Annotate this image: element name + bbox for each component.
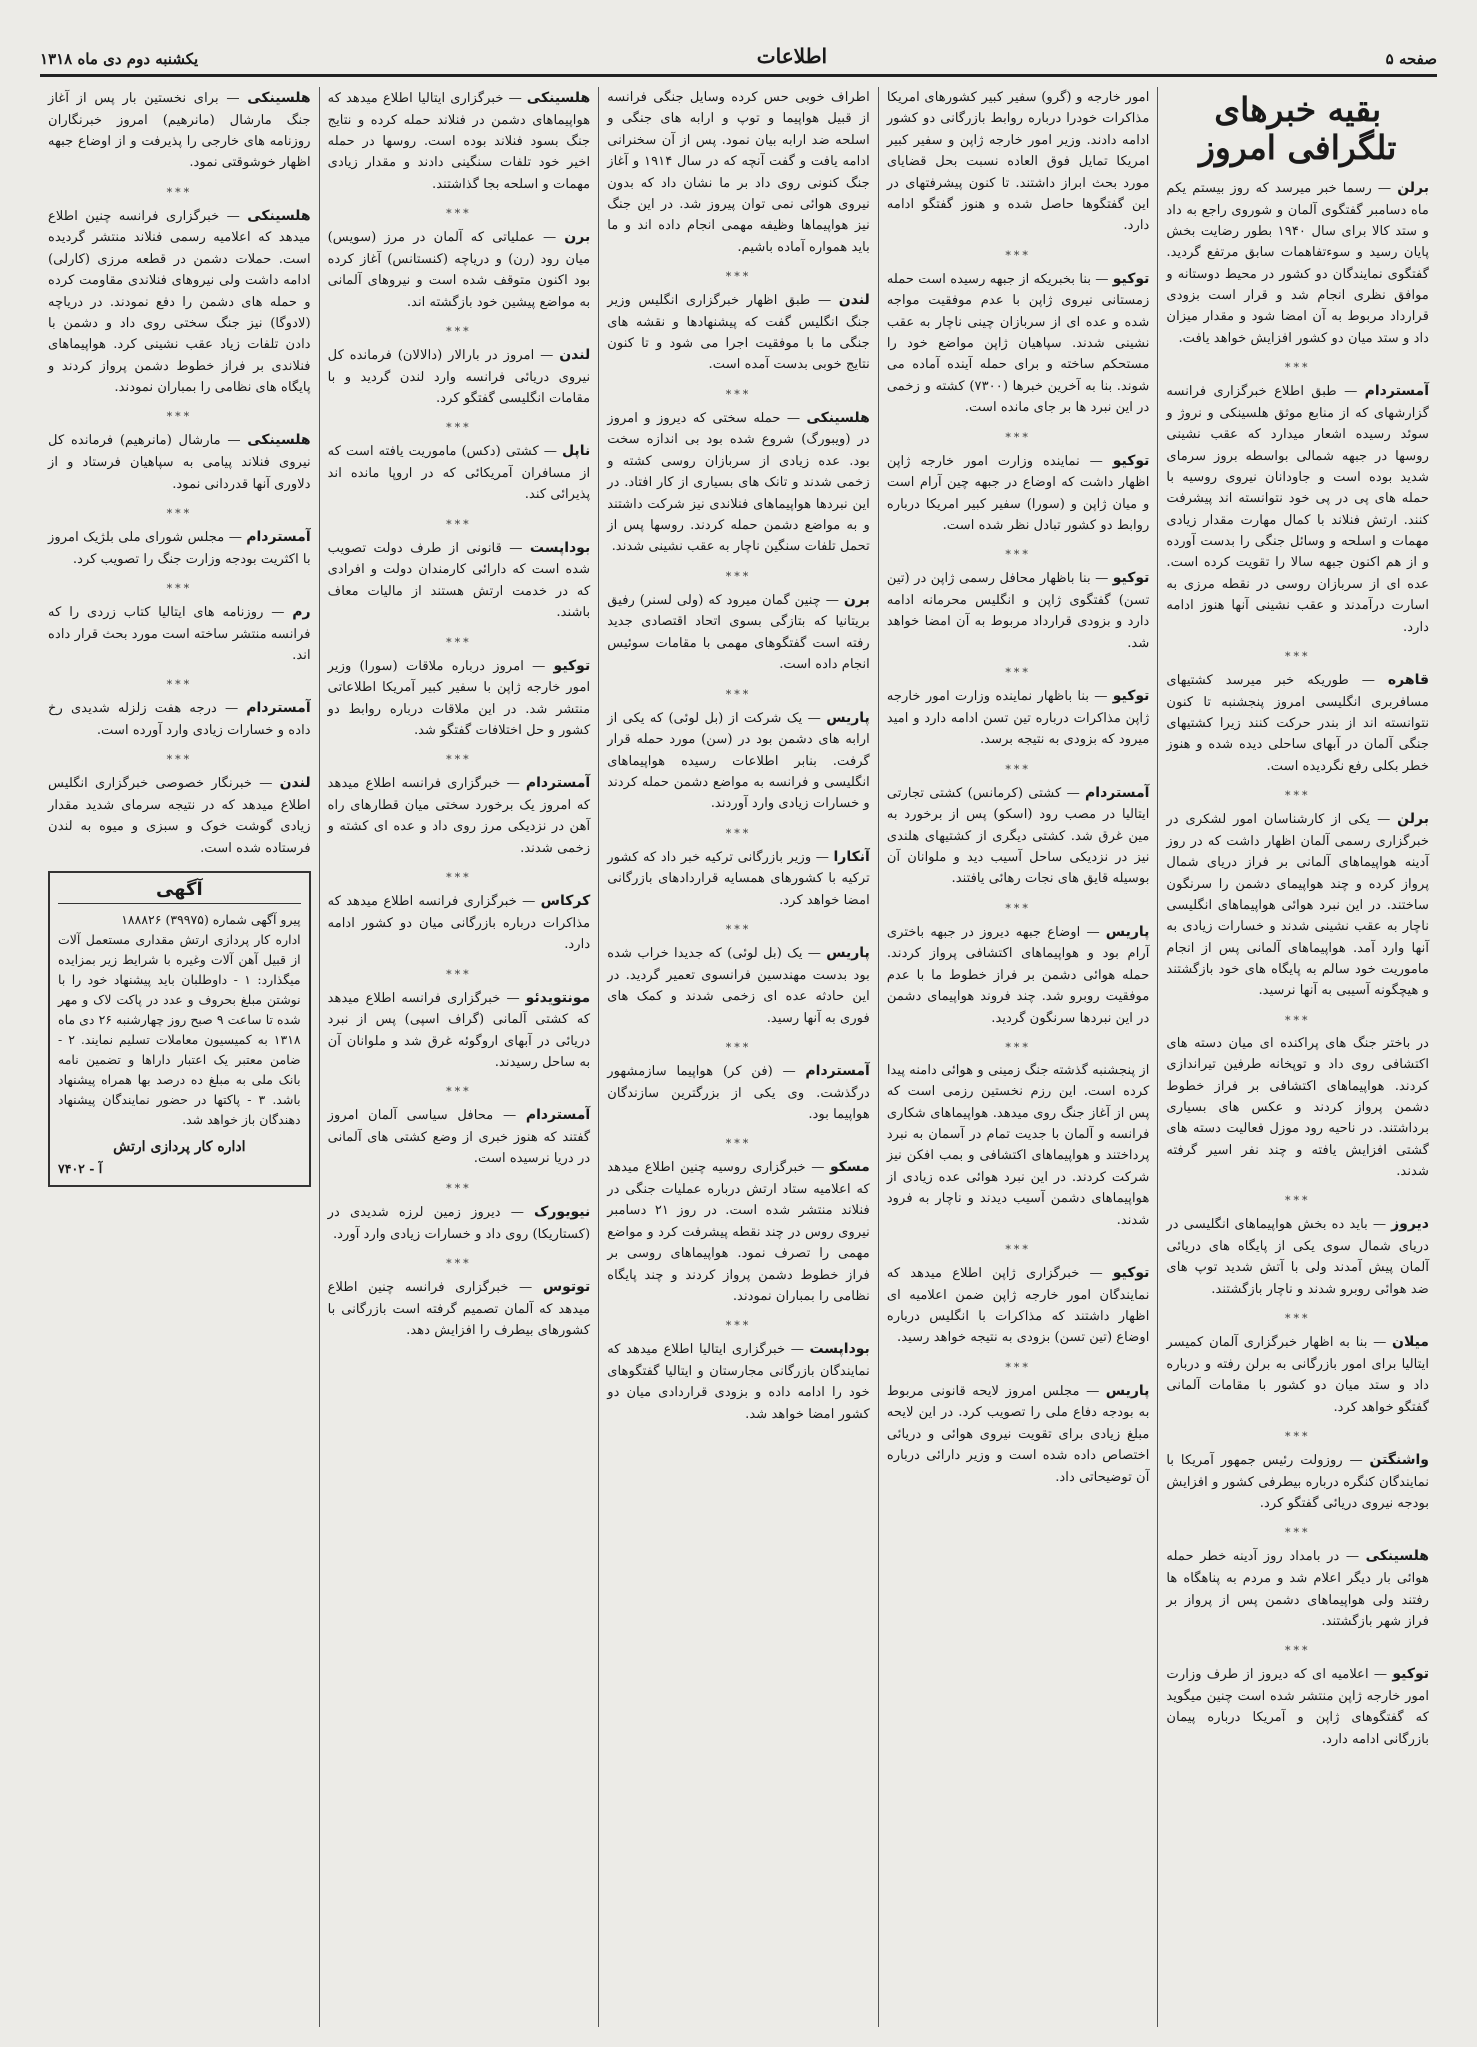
separator-stars: *** xyxy=(446,635,472,649)
news-text: خبرگزاری فرانسه چنین اطلاع میدهد که آلمان تصمیم گرفته است بازرگانی با کشورهای بیطرف را افزایش دهد. xyxy=(327,1279,591,1338)
news-item xyxy=(48,87,311,174)
column-3 xyxy=(598,87,878,2027)
news-item xyxy=(887,567,1150,654)
news-item xyxy=(328,440,591,505)
column-items xyxy=(328,87,591,1341)
news-text: خبرگزاری ایتالیا اطلاع میدهد که هواپیماهای دشمن در فنلاند حمله کرده و نتایج جنگ بسود فنلاند بوده است. روسها در حمله اخیر خود تلفات سنگینی دادند و مقدار زیادی مهمات و اسلحه بجا گذاشتند. xyxy=(327,91,591,192)
news-item xyxy=(607,289,870,376)
news-item-paragraph: پاریس — اوضاع جبهه دیروز در جبهه باختری آرام بود و هواپیماهای اکتشافی پرواز کردند. حمله هوائی دشمن بر فراز خطوط ما با عدم موفقیت روبرو شد. چند فروند هواپیمای دشمن در این نبردها سرنگون گردید. xyxy=(886,923,1150,1026)
news-dateline: پاریس xyxy=(1105,1382,1150,1399)
news-text: خبرگزاری فرانسه اطلاع میدهد که امروز یک برخورد سختی میان قطارهای راه آهن در نزدیکی مرز روی داد و عده ای کشته و زخمی شدند. xyxy=(327,776,591,856)
news-text: یکی از کارشناسان امور لشکری در خبرگزاری رسمی آلمان اظهار داشت که در روز آدینه هواپیماهای آلمانی بر فراز دریای شمال پرواز کرده و چند هواپیمای دشمن را سرنگون ساختند. در این نبرد هوائی هواپیماهای انگلیسی ناچار به عقب نشینی شدند و خسارات زیادی به آنها وارد آمد. هواپیماهای آلمانی پس از انجام ماموریت خود سالم به پایگاه های خود بازگشتند و هیچگونه آسیبی به آنها نرسید. xyxy=(1166,812,1429,999)
news-item-paragraph: آمستردام — (فن کر) هواپیما سازمشهور درگذشت. وی یکی از بزرگترین سازندگان هواپیما بود. xyxy=(607,1062,870,1122)
issue-date: یکشنبه دوم دی ماه ۱۳۱۸ xyxy=(40,50,199,68)
news-dateline: آمستردام xyxy=(1085,784,1150,801)
news-item xyxy=(1166,669,1429,777)
news-item-paragraph: پاریس — یک (بل لوئی) که جدیدا خراب شده بود بدست مهندسین فرانسوی تعمیر گردید. در این حادثه عده ای زخمی شدند و کمک های فوری به آنها رسید. xyxy=(607,945,870,1026)
separator-stars: *** xyxy=(446,753,472,767)
news-dateline: توکیو xyxy=(553,657,591,674)
news-dateline: هلسینکی xyxy=(247,432,311,449)
news-item-paragraph xyxy=(607,87,870,258)
news-dateline: آمستردام xyxy=(805,1062,870,1079)
news-dateline: رم xyxy=(292,603,311,620)
news-text: خبرگزاری فرانسه اطلاع میدهد که کشتی آلمانی (گراف اسپی) پس از نبرد دریائی در آبهای اروگوئه غرق شد و ملوانان آن به ساحل رسیدند. xyxy=(327,990,591,1071)
news-dateline: توکیو xyxy=(1392,1666,1429,1683)
news-item xyxy=(48,429,311,494)
news-item-paragraph: برلن — رسما خبر میرسد که روز بیستم یکم ماه دسامبر گفتگوی آلمان و شوروی راجع به داد و ستد کالا برای سال ۱۹۴۰ بطور رضایت بخش پایان رسید و سوءتفاهمات سابق مرتفع گردید. گفتگوی نمایندگان دو کشور در محیط دوستانه و موافق نظری انجام شد و قرار است بزودی قرارداد مربوط به آن امضا شود و مقدار میزان داد و ستد میان دو کشور افزایش خواهد یافت. xyxy=(1166,179,1430,346)
ad-reference: پیرو آگهی شماره (۳۹۹۷۵) ۱۸۸۸۲۶ xyxy=(121,912,301,928)
separator-stars: *** xyxy=(725,569,752,583)
news-item xyxy=(328,1104,591,1169)
separator-stars: *** xyxy=(166,185,193,199)
news-text: در بامداد روز آدینه خطر حمله هوائی بار دیگر اعلام شد و مردم به پناهگاه ها رفتند ولی هواپیماهای دشمن پس از پرواز بر فراز شهر بازگشتند. xyxy=(1166,1549,1429,1629)
news-item xyxy=(48,601,311,666)
news-text: امور خارجه و (گرو) سفیر کبیر کشورهای امریکا مذاکرات خودرا درباره روابط بازرگانی دو کشور ادامه دادند. وزیر امور خارجه ژاپن و سفیر کبیر امریکا تمایل فوق العاده نسبت بحل قضایای مورد بحث ابراز داشتند. تا کنون پیشرفتهای در این گفتگوها حاصل شده و هنوز گفتگو ادامه دارد. xyxy=(886,90,1150,234)
column-4 xyxy=(319,87,599,2027)
news-dateline: ناپل xyxy=(561,443,591,460)
news-item xyxy=(887,921,1150,1029)
news-item-paragraph: رم — روزنامه های ایتالیا کتاب زردی را که فرانسه منتشر ساخته است مورد بحث قرار داده اند. xyxy=(48,603,311,663)
news-item xyxy=(328,87,591,195)
news-dateline: کرکاس xyxy=(540,893,591,910)
news-item-paragraph xyxy=(887,87,1150,237)
news-text: کشتی (کرمانس) کشتی تجارتی ایتالیا در مصب رود (اسکو) پس از برخورد به مین غرق شد. کشتی دیگری از کشتیهای هلندی نیز در نزدیکی ساحل آسیب دید و ملوانان آن بوسیله قایق های نجات رهائی یافتند. xyxy=(886,785,1150,887)
separator-stars: *** xyxy=(1005,762,1031,776)
news-item xyxy=(607,707,870,815)
news-dateline: توکیو xyxy=(1112,452,1150,469)
news-item xyxy=(887,1380,1150,1488)
news-dateline: توکیو xyxy=(1112,570,1150,587)
news-item-paragraph xyxy=(887,1060,1150,1231)
news-item-paragraph: آمستردام — درجه هفت زلزله شدیدی رخ داده و خسارات زیادی وارد آورده است. xyxy=(48,700,311,739)
news-item-paragraph: مونتویدئو — خبرگزاری فرانسه اطلاع میدهد که کشتی آلمانی (گراف اسپی) پس از نبرد دریائی در آبهای اروگوئه غرق شد و ملوانان آن به ساحل رسیدند. xyxy=(327,989,591,1071)
page-headline: بقیه خبرهای تلگرافی امروز xyxy=(1199,90,1397,167)
news-text: از پنجشنبه گذشته جنگ زمینی و هوائی دامنه پیدا کرده است. این رزم نخستین رزمی است که پس از آغاز جنگ روی میدهد. هواپیماهای شکاری فرانسه و آلمان با جدیت تمام در آسمان به نبرد پرداختند و هواپیماهای اکتشافی و بمب افکن نیز شرکت کردند. در این نبرد هوائی عده زیادی از هواپیماهای دشمن آسیب دیدند و ناچار به فرود شدند. xyxy=(886,1062,1150,1228)
news-item xyxy=(328,655,591,742)
news-dateline: برلن xyxy=(1397,179,1430,196)
news-item xyxy=(328,987,591,1074)
ad-title: آگهی xyxy=(58,879,301,904)
separator-stars: *** xyxy=(166,678,193,692)
news-item-paragraph: بوداپست — قانونی از طرف دولت تصویب شده است که دارائی کارمندان دولت و افرادی که در خدمت ارتش هستند از مالیات معاف باشند. xyxy=(327,539,591,621)
news-item-paragraph: واشنگتن — روزولت رئیس جمهور آمریکا با نمایندگان کنگره درباره بیطرفی کشور و افزایش بودجه نیروی دریائی گفتگو کرد. xyxy=(1166,1452,1429,1512)
news-item-paragraph: بوداپست — خبرگزاری ایتالیا اطلاع میدهد که نمایندگان بازرگانی مجارستان و ایتالیا گفتگوهای خود را ادامه داده و بزودی قراردادی میان دو کشور امضا خواهد شد. xyxy=(607,1341,870,1422)
news-item xyxy=(328,1276,591,1341)
news-item xyxy=(48,526,311,570)
separator-stars: *** xyxy=(446,967,472,981)
news-text: دیروز زمین لرزه شدیدی در (کستاریکا) روی داد و خسارات زیادی وارد آورد. xyxy=(327,1204,591,1242)
news-text: درجه هفت زلزله شدیدی رخ داده و خسارات زیادی وارد آورده است. xyxy=(48,701,311,739)
separator-stars: *** xyxy=(1005,430,1031,444)
news-item xyxy=(1166,177,1429,349)
news-text: قانونی از طرف دولت تصویب شده است که دارائی کارمندان دولت و افرادی که در خدمت ارتش هستند از مالیات معاف باشند. xyxy=(327,540,591,621)
separator-stars: *** xyxy=(446,517,472,531)
news-item-paragraph: توکیو — بنا باظهار محافل رسمی ژاپن در (تین تسن) گفتگوی ژاپن و انگلیس محرمانه ادامه دارد و بزودی قرارداد مربوط به آن امضا خواهد شد. xyxy=(886,570,1150,651)
news-item-paragraph: توتوس — خبرگزاری فرانسه چنین اطلاع میدهد که آلمان تصمیم گرفته است بازرگانی با کشورهای بیطرف را افزایش دهد. xyxy=(327,1278,591,1338)
news-text: (فن کر) هواپیما سازمشهور درگذشت. وی یکی از بزرگترین سازندگان هواپیما بود. xyxy=(607,1063,870,1122)
separator-stars: *** xyxy=(725,1040,752,1054)
news-item xyxy=(887,782,1150,890)
separator-stars: *** xyxy=(1005,1242,1031,1256)
news-item-paragraph: قاهره — طوریکه خبر میرسد کشتیهای مسافربری انگلیسی امروز پنجشنبه تا کنون نتوانسته اند از بندر حرکت کنند زیرا کشتیهای جنگی آلمان در آبهای ساحلی دیده شده و هنوز خطر بکلی رفع نگردیده است. xyxy=(1166,671,1429,774)
news-text: مارشال (مانرهیم) فرمانده کل نیروی فنلاند پیامی به سپاهیان فرستاد و از دلاوری آنها قدردانی نمود. xyxy=(48,433,311,492)
news-item-paragraph: پاریس — مجلس امروز لایحه قانونی مربوط به بودجه دفاع ملی را تصویب کرد. در این لایحه مبلغ زیادی برای تقویت نیروی هوائی و دریائی اختصاص داده شده است و وزیر دارائی درباره آن توضیحاتی داد. xyxy=(886,1382,1150,1485)
news-text: بنا باظهار محافل رسمی ژاپن در (تین تسن) گفتگوی ژاپن و انگلیس محرمانه ادامه دارد و بزودی قرارداد مربوط به آن امضا خواهد شد. xyxy=(886,571,1150,651)
news-item xyxy=(887,450,1150,537)
news-text: مجلس امروز لایحه قانونی مربوط به بودجه دفاع ملی را تصویب کرد. در این لایحه مبلغ زیادی برای تقویت نیروی هوائی و دریائی اختصاص داده شده است و وزیر دارائی درباره آن توضیحاتی داد. xyxy=(886,1383,1150,1485)
separator-stars: *** xyxy=(1284,1526,1311,1540)
column-5 xyxy=(40,87,319,2027)
news-item-paragraph: کرکاس — خبرگزاری فرانسه اطلاع میدهد که مذاکرات درباره بازرگانی میان دو کشور ادامه دارد. xyxy=(327,893,591,953)
news-dateline: لندن xyxy=(838,292,870,308)
news-text: اطراف خوبی حس کرده وسایل جنگی فرانسه از قبیل هواپیما و توپ و ارابه های جنگی و اسلحه ضد ارابه بیان نمود. پس از آن سخنرانی ادامه یافت و گفت آنچه که در سال ۱۹۱۴ و آغاز جنگ کنونی روی داد بر ما نشان داد که بدون نیروی هوائی نمی توان پیروز شد. در این جنگ نیز هواپیماها وظیفه مهمی انجام داده اند و ما باید همواره آماده باشیم. xyxy=(607,90,870,255)
separator-stars: *** xyxy=(1005,1360,1031,1374)
news-dateline: توکیو xyxy=(1112,270,1150,287)
news-item xyxy=(1166,1213,1429,1300)
separator-stars: *** xyxy=(166,753,193,767)
news-text: روزولت رئیس جمهور آمریکا با نمایندگان کنگره درباره بیطرفی کشور و افزایش بودجه نیروی دریائی گفتگو کرد. xyxy=(1166,1453,1429,1512)
news-text: یک (بل لوئی) که جدیدا خراب شده بود بدست مهندسین فرانسوی تعمیر گردید. در این حادثه عده ای زخمی شدند و کمک های فوری به آنها رسید. xyxy=(607,946,870,1026)
separator-stars: *** xyxy=(725,1319,752,1333)
news-dateline: هلسینکی xyxy=(247,207,311,224)
news-text: خبرگزاری روسیه چنین اطلاع میدهد که اعلامیه ستاد ارتش درباره عملیات جنگی در فنلاند منتشر شده است. در روز ۲۱ دسامبر نیروی روس در چند نقطه پیشرفت کرد و مواضع مهمی را تصرف نمود. هواپیماهای روسی بر فراز خطوط دشمن پرواز کردند و چند پایگاه نظامی را بمباران نمودند. xyxy=(607,1160,870,1304)
separator-stars: *** xyxy=(725,270,752,283)
news-text: طوریکه خبر میرسد کشتیهای مسافربری انگلیسی امروز پنجشنبه تا کنون نتوانسته اند از بندر حرکت کنند زیرا کشتیهای جنگی آلمان در آبهای ساحلی دیده شده و هنوز خطر بکلی رفع نگردیده است. xyxy=(1166,672,1429,774)
news-text: حمله سختی که دیروز و امروز در (ویبورگ) شروع شده بود بی اندازه سخت بود. عده زیادی از سربازان روسی کشته و زخمی شدند و تانک های بسیاری از کار افتاد. در این نبردها هواپیماهای فنلاندی نیز شرکت داشتند و به مواضع دشمن حمله کردند. روسها پس از تحمل تلفات سنگین ناچار به عقب نشینی شدند. xyxy=(607,410,870,555)
separator-stars: *** xyxy=(725,1137,752,1151)
news-item-paragraph: توکیو — خبرگزاری ژاپن اطلاع میدهد که نمایندگان امور خارجه ژاپن ضمن اعلامیه ای اظهار داشتند که مذاکرات با انگلیس درباره اوضاع (تین تسن) بزودی به نتیجه خواهد رسید. xyxy=(886,1264,1150,1346)
news-dateline: آمستردام xyxy=(246,528,311,545)
news-item xyxy=(607,942,870,1029)
news-text: خبرگزاری فرانسه اطلاع میدهد که مذاکرات درباره بازرگانی میان دو کشور ادامه دارد. xyxy=(327,894,591,953)
news-text: رسما خبر میرسد که روز بیستم یکم ماه دسامبر گفتگوی آلمان و شوروی راجع به داد و ستد کالا برای سال ۱۹۴۰ بطور رضایت بخش پایان رسید و سوءتفاهمات سابق مرتفع گردید. گفتگوی نمایندگان دو کشور در محیط دوستانه و موافق نظری انجام شد و قرار است بزودی قرارداد مربوط به آن امضا شود و مقدار میزان داد و ستد میان دو کشور افزایش خواهد یافت. xyxy=(1166,180,1429,346)
news-item xyxy=(328,772,591,859)
column-items xyxy=(1166,177,1429,1750)
news-dateline: بوداپست xyxy=(529,539,591,556)
news-dateline: پاریس xyxy=(826,709,870,726)
separator-stars: *** xyxy=(1284,649,1311,663)
separator-stars: *** xyxy=(725,923,752,937)
news-dateline: آمستردام xyxy=(1364,383,1430,400)
news-item-paragraph: ناپل — کشتی (دکس) ماموریت یافته است که از مسافران آمریکائی که در اروپا مانده اند پذیرائی کند. xyxy=(327,443,591,503)
news-dateline: هلسینکی xyxy=(526,90,591,106)
separator-stars: *** xyxy=(446,421,472,435)
news-item-paragraph: آمستردام — خبرگزاری فرانسه اطلاع میدهد که امروز یک برخورد سختی میان قطارهای راه آهن در نزدیکی مرز روی داد و عده ای کشته و زخمی شدند. xyxy=(327,775,591,856)
news-item xyxy=(1166,1449,1429,1514)
column-items xyxy=(607,87,870,1425)
ad-body: اداره کار پردازی ارتش مقداری مستعمل آلات از قبیل آهن آلات وغیره با شرایط زیر بمزایده میگذارد: ۱ - داوطلبان باید پیشنهاد خود را با نوشتن مبلغ بحروف و عدد در پاکت لاک و مهر شده تا ساعت ۹ صبح روز چهارشنبه ۲۶ دی ماه ۱۳۱۸ به کمیسیون معاملات تسلیم نمایند. ۲ - ضامن معتبر یک اعتبار داراها و تضمین نامه بانک ملی به مبلغ ده درصد بها همراه پیشنهاد باشد. ۳ - پاکتها در حضور نمایندگان پیشنهاد دهندگان باز خواهد شد. xyxy=(58,932,301,1128)
news-dateline: توکیو xyxy=(1112,1264,1150,1281)
news-dateline: آنکارا xyxy=(833,848,870,865)
news-dateline: برلن xyxy=(1397,811,1429,828)
separator-stars: *** xyxy=(1005,901,1031,915)
news-dateline: بوداپست xyxy=(809,1341,870,1358)
separator-stars: *** xyxy=(446,1181,472,1195)
separator-stars: *** xyxy=(1005,666,1031,680)
column-2 xyxy=(878,87,1158,2027)
news-item-paragraph: آمستردام — مجلس شورای ملی بلژیک امروز با اکثریت بودجه وزارت جنگ را تصویب کرد. xyxy=(48,528,311,567)
news-text: چنین گمان میرود که (ولی لسنر) رفیق بریتانیا که بتازگی بسوی اتحاد اقتصادی جدید رفته است گفتگوهای مهمی با مقامات سوئیس انجام داده است. xyxy=(607,592,870,673)
news-text: امروز درباره ملاقات (سورا) وزیر امور خارجه ژاپن با سفیر کبیر آمریکا اطلاعاتی منتشر شد. در این ملاقات درباره روابط دو کشور و حل اختلافات گفتگو شد. xyxy=(327,658,591,739)
news-item xyxy=(607,1156,870,1307)
news-dateline: آمستردام xyxy=(525,775,591,792)
page-number: صفحه ۵ xyxy=(1385,50,1437,68)
news-text: امروز در بارالار (دالالان) فرمانده کل نیروی دریائی فرانسه وارد لندن گردید و با مقامات انگلیسی گفتگو کرد. xyxy=(327,347,591,407)
news-item xyxy=(607,1338,870,1425)
news-dateline: دیروز xyxy=(1391,1216,1429,1233)
news-item-paragraph: هلسینکی — خبرگزاری فرانسه چنین اطلاع میدهد که اعلامیه رسمی فنلاند منتشر گردیده است. حملات دشمن در قطعه مرزی (کارلی) ادامه داشت ولی نیروهای فنلاندی مقاومت کرده و حمله های دشمن را دفع نمودند. در دریاچه (لادوگا) نیز جنگ سختی روی داد و دشمن با دادن تلفات زیاد عقب نشینی کرد. هواپیماهای فنلاندی بر فراز خطوط دشمن پرواز کردند و پایگاه های نظامی را بمباران نمودند. xyxy=(48,207,311,396)
news-item xyxy=(887,268,1150,419)
news-item xyxy=(887,1060,1150,1231)
news-dateline: هلسینکی xyxy=(247,90,311,106)
news-dateline: توکیو xyxy=(1112,688,1150,705)
news-item-paragraph: مسکو — خبرگزاری روسیه چنین اطلاع میدهد که اعلامیه ستاد ارتش درباره عملیات جنگی در فنلاند منتشر شده است. در روز ۲۱ دسامبر نیروی روس در چند نقطه پیشرفت کرد و مواضع مهمی را تصرف نمود. هواپیماهای روسی بر فراز خطوط دشمن پرواز کردند و چند پایگاه نظامی را بمباران نمودند. xyxy=(607,1159,870,1304)
column-items xyxy=(48,87,311,859)
news-item xyxy=(1166,808,1429,1002)
news-text: بنا باظهار نماینده وزارت امور خارجه ژاپن مذاکرات درباره تین تسن ادامه دارد و امید میرود که بزودی به نتیجه برسد. xyxy=(886,689,1150,748)
news-dateline: پاریس xyxy=(826,945,870,962)
news-item xyxy=(328,890,591,955)
separator-stars: *** xyxy=(1284,1194,1311,1208)
news-item xyxy=(607,407,870,558)
news-text: خبرگزاری فرانسه چنین اطلاع میدهد که اعلامیه رسمی فنلاند منتشر گردیده است. حملات دشمن در قطعه مرزی (کارلی) ادامه داشت ولی نیروهای فنلاندی مقاومت کرده و حمله های دشمن را دفع نمودند. در دریاچه (لادوگا) نیز جنگ سختی روی داد و دشمن با دادن تلفات زیاد عقب نشینی کرد. هواپیماهای فنلاندی بر فراز خطوط دشمن پرواز کردند و پایگاه های نظامی را بمباران نمودند. xyxy=(48,208,311,396)
news-item xyxy=(1166,1033,1429,1183)
news-text: طبق اطلاع خبرگزاری فرانسه گزارشهای که از منابع موثق هلسینکی و نروژ و سوئد رسیده اشعار میدارد که عقب نشینی روسها در جبهه شمالی بواسطه بروز سرمای شدید بوده است و جاودانان نیروی روسیه با حمله های پی در پی خود نتوانسته اند پیشرفت کنند. ارتش فنلاند با کمال مهارت مقدار زیادی مهمات و اسلحه و وسائل جنگی را بدست آورده و از هم اکنون جبهه سالا را تقویت کرده است. عده ای از سربازان روسی در نقطه مرزی به اسارت درآمدند و عقب نشینی آنها هنوز ادامه دارد. xyxy=(1166,384,1429,635)
separator-stars: *** xyxy=(725,826,752,840)
news-item-paragraph: لندن — امروز در بارالار (دالالان) فرمانده کل نیروی دریائی فرانسه وارد لندن گردید و با مقامات انگلیسی گفتگو کرد. xyxy=(327,346,591,407)
masthead xyxy=(40,28,1437,77)
news-item-paragraph: هلسینکی — حمله سختی که دیروز و امروز در (ویبورگ) شروع شده بود بی اندازه سخت بود. عده زیادی از سربازان روسی کشته و زخمی شدند و تانک های بسیاری از کار افتاد. در این نبردها هواپیماهای فنلاندی نیز شرکت داشتند و به مواضع دشمن حمله کردند. روسها پس از تحمل تلفات سنگین ناچار به عقب نشینی شدند. xyxy=(607,409,870,555)
separator-stars: *** xyxy=(1005,548,1031,562)
column-1 xyxy=(1157,87,1437,2027)
advertisement-box xyxy=(48,871,311,1186)
separator-stars: *** xyxy=(1005,1040,1031,1054)
separator-stars: *** xyxy=(166,506,193,520)
separator-stars: *** xyxy=(725,387,752,401)
news-dateline: نیویورک xyxy=(534,1203,591,1220)
news-dateline: میلان xyxy=(1392,1334,1429,1351)
news-text: خبرگزاری ژاپن اطلاع میدهد که نمایندگان امور خارجه ژاپن ضمن اعلامیه ای اظهار داشتند که مذاکرات با انگلیس درباره اوضاع (تین تسن) بزودی به نتیجه خواهد رسید. xyxy=(886,1265,1150,1346)
news-item xyxy=(887,1262,1150,1349)
news-text: نماینده وزارت امور خارجه ژاپن اظهار داشت که اوضاع در جبهه چین آرام است و میان ژاپن و (سورا) سفیر کبیر امریکا درباره روابط دو کشور تبادل نظر شده است. xyxy=(886,453,1150,533)
news-item-paragraph: توکیو — نماینده وزارت امور خارجه ژاپن اظهار داشت که اوضاع در جبهه چین آرام است و میان ژاپن و (سورا) سفیر کبیر امریکا درباره روابط دو کشور تبادل نظر شده است. xyxy=(886,452,1150,533)
news-dateline: پاریس xyxy=(1105,923,1150,940)
news-item xyxy=(48,697,311,741)
news-item xyxy=(1166,1663,1429,1750)
ad-signature: اداره کار پردازی ارتش xyxy=(113,1139,246,1156)
separator-stars: *** xyxy=(1284,789,1311,803)
news-text: عملیاتی که آلمان در مرز (سویس) میان رود (رن) و دریاچه (کنستانس) آغاز کرده بود اکنون متوقف شده است و نیروهای آلمانی به مواضع پیشین خود بازگشته اند. xyxy=(327,230,591,310)
page-body xyxy=(40,87,1437,2027)
news-item xyxy=(328,1201,591,1245)
news-dateline: مونتویدئو xyxy=(525,989,591,1006)
news-item-paragraph: برن — عملیاتی که آلمان در مرز (سویس) میان رود (رن) و دریاچه (کنستانس) آغاز کرده بود اکنون متوقف شده است و نیروهای آلمانی به مواضع پیشین خود بازگشته اند. xyxy=(327,229,591,310)
news-dateline: هلسینکی xyxy=(806,409,870,426)
news-item xyxy=(328,226,591,313)
ad-code: آ - ۷۴۰۲ xyxy=(58,1160,103,1176)
news-dateline: قاهره xyxy=(1387,671,1429,688)
news-item-paragraph: آمستردام — طبق اطلاع خبرگزاری فرانسه گزارشهای که از منابع موثق هلسینکی و نروژ و سوئد رسیده اشعار میدارد که عقب نشینی روسها در جبهه شمالی بواسطه بروز سرمای شدید بوده است و جاودانان نیروی روسیه با حمله های پی در پی خود نتوانسته اند پیشرفت کنند. ارتش فنلاند با کمال مهارت مقدار زیادی مهمات و اسلحه و وسائل جنگی را بدست آورده و از هم اکنون جبهه سالا را تقویت کرده است. عده ای از سربازان روسی در نقطه مرزی به اسارت درآمدند و عقب نشینی آنها هنوز ادامه دارد. xyxy=(1166,383,1430,635)
news-dateline: برن xyxy=(843,591,870,608)
news-text: اوضاع جبهه دیروز در جبهه باختری آرام بود و هواپیماهای اکتشافی پرواز کردند. حمله هوائی دشمن بر فراز خطوط ما با عدم موفقیت روبرو شد. چند فروند هواپیمای دشمن در این نبردها سرنگون گردید. xyxy=(886,924,1150,1026)
separator-stars: *** xyxy=(446,1085,472,1099)
news-text: برای نخستین بار پس از آغاز جنگ مارشال (مانرهیم) امروز خبرنگاران روزنامه های خارجی را پذیرفت و از اوضاع جبهه اظهار خوشوقتی نمود. xyxy=(48,91,311,171)
news-text: مجلس شورای ملی بلژیک امروز با اکثریت بودجه وزارت جنگ را تصویب کرد. xyxy=(48,529,311,567)
separator-stars: *** xyxy=(446,871,472,885)
news-item-paragraph: لندن — خبرنگار خصوصی خبرگزاری انگلیس اطلاع میدهد که در نتیجه سرمای شدید مقدار زیادی گوشت خوک و سبزی و میوه به لندن فرستاده شده است. xyxy=(48,775,311,856)
news-dateline: آمستردام xyxy=(525,1107,591,1124)
news-text: اعلامیه ای که دیروز از طرف وزارت امور خارجه ژاپن منتشر شده است چنین میگوید که گفتگوهای ژاپن و آمریکا درباره پیمان بازرگانی ادامه دارد. xyxy=(1166,1667,1429,1747)
news-item-paragraph: آمستردام — کشتی (کرمانس) کشتی تجارتی ایتالیا در مصب رود (اسکو) پس از برخورد به مین غرق شد. کشتی دیگری از کشتیهای هلندی نیز در نزدیکی ساحل آسیب دید و ملوانان آن بوسیله قایق های نجات رهائی یافتند. xyxy=(886,784,1150,887)
news-dateline: هلسینکی xyxy=(1365,1548,1429,1565)
news-item xyxy=(887,87,1150,237)
news-item xyxy=(48,205,311,399)
news-item xyxy=(1166,380,1429,638)
news-item xyxy=(607,1060,870,1125)
news-item-paragraph: آنکارا — وزیر بازرگانی ترکیه خبر داد که کشور ترکیه با کشورهای همسایه قراردادهای بازرگانی امضا خواهد کرد. xyxy=(607,848,870,908)
column-items xyxy=(887,87,1150,1488)
news-text: یک شرکت از (بل لوئی) که یکی از ارابه های دشمن بود در (سن) مورد حمله قرار گرفت. بنابر اطلاعات رسیده هواپیماهای انگلیسی و فرانسه به مواضع دشمن حمله کردند و خسارات زیادی وارد آوردند. xyxy=(607,710,870,812)
news-item-paragraph: هلسینکی — در بامداد روز آدینه خطر حمله هوائی بار دیگر اعلام شد و مردم به پناهگاه ها رفتند ولی هواپیماهای دشمن پس از پرواز بر فراز شهر بازگشتند. xyxy=(1166,1548,1429,1629)
separator-stars: *** xyxy=(446,324,472,338)
separator-stars: *** xyxy=(1284,1644,1311,1658)
news-item-paragraph: لندن — طبق اظهار خبرگزاری انگلیس وزیر جنگ انگلیس گفت که پیشنهادها و نقشه های جنگی ما با موفقیت اجرا می شود و تا کنون نتایج خوبی بدست آمده است. xyxy=(607,292,870,373)
news-text: خبرنگار خصوصی خبرگزاری انگلیس اطلاع میدهد که در نتیجه سرمای شدید مقدار زیادی گوشت خوک و سبزی و میوه به لندن فرستاده شده است. xyxy=(48,776,311,856)
news-item-paragraph: آمستردام — محافل سیاسی آلمان امروز گفتند که هنوز خبری از وضع کشتی های آلمانی در دریا نرسیده است. xyxy=(327,1107,591,1167)
news-dateline: مسکو xyxy=(829,1159,870,1176)
news-item xyxy=(1166,1331,1429,1418)
news-text: در باختر جنگ های پراکنده ای میان دسته های اکتشافی روی داد و توپخانه طرفین تیراندازی کردند. هواپیماهای اکتشافی بر فراز خطوط دشمن پرواز کردند و عکس های بسیاری برداشتند. در ناحیه رود موزل فعالیت دسته های گشتی افزایش یافته و چند نفر اسیر گرفته شدند. xyxy=(1166,1035,1429,1180)
news-item xyxy=(328,344,591,409)
news-dateline: لندن xyxy=(559,346,591,363)
news-text: بنا به اظهار خبرگزاری آلمان کمیسر ایتالیا برای امور بازرگانی به برلن رفته و درباره داد و ستد میان دو کشور با مقامات آلمانی گفتگو خواهد کرد. xyxy=(1166,1335,1429,1415)
news-item xyxy=(1166,1545,1429,1632)
separator-stars: *** xyxy=(1284,1312,1311,1326)
news-item-paragraph xyxy=(1166,1033,1429,1183)
news-text: باید ده بخش هواپیماهای انگلیسی در دریای شمال سوی یکی از پایگاه های دریائی آلمان پیش آمدند ولی با آتش شدید توپ های ضد هوائی روبرو شدند و ناچار بازگشتند. xyxy=(1166,1217,1429,1297)
news-item-paragraph: توکیو — اعلامیه ای که دیروز از طرف وزارت امور خارجه ژاپن منتشر شده است چنین میگوید که گفتگوهای ژاپن و آمریکا درباره پیمان بازرگانی ادامه دارد. xyxy=(1166,1666,1429,1747)
news-dateline: لندن xyxy=(279,775,311,792)
separator-stars: *** xyxy=(1284,1013,1311,1027)
separator-stars: *** xyxy=(1284,361,1311,375)
news-item-paragraph: هلسینکی — برای نخستین بار پس از آغاز جنگ مارشال (مانرهیم) امروز خبرنگاران روزنامه های خارجی را پذیرفت و از اوضاع جبهه اظهار خوشوقتی نمود. xyxy=(48,90,311,171)
news-item-paragraph: نیویورک — دیروز زمین لرزه شدیدی در (کستاریکا) روی داد و خسارات زیادی وارد آورد. xyxy=(327,1203,591,1242)
news-item xyxy=(607,846,870,911)
news-item-paragraph: پاریس — یک شرکت از (بل لوئی) که یکی از ارابه های دشمن بود در (سن) مورد حمله قرار گرفت. بنابر اطلاعات رسیده هواپیماهای انگلیسی و فرانسه به مواضع دشمن حمله کردند و خسارات زیادی وارد آوردند. xyxy=(607,709,870,812)
news-dateline: واشنگتن xyxy=(1369,1452,1429,1469)
news-item-paragraph: توکیو — بنا بخبریکه از جبهه رسیده است حمله زمستانی نیروی ژاپن با عدم موفقیت مواجه شده و عده ای از سربازان چینی ناچار به عقب نشینی شدند. سپاهیان ژاپن مواضع خود را مستحکم ساخته و برای حمله آینده آماده می شوند. بنا به آخرین خبرها (۷۳۰۰) کشته و زخمی در این نبرد ها بر جای مانده است. xyxy=(886,270,1150,416)
news-item-paragraph: دیروز — باید ده بخش هواپیماهای انگلیسی در دریای شمال سوی یکی از پایگاه های دریائی آلمان پیش آمدند ولی با آتش شدید توپ های ضد هوائی روبرو شدند و ناچار بازگشتند. xyxy=(1166,1216,1429,1297)
news-text: طبق اظهار خبرگزاری انگلیس وزیر جنگ انگلیس گفت که پیشنهادها و نقشه های جنگی ما با موفقیت اجرا می شود و تا کنون نتایج خوبی بدست آمده است. xyxy=(607,293,870,373)
separator-stars: *** xyxy=(446,207,472,221)
news-item-paragraph: توکیو — بنا باظهار نماینده وزارت امور خارجه ژاپن مذاکرات درباره تین تسن ادامه دارد و امید میرود که بزودی به نتیجه برسد. xyxy=(886,688,1150,748)
news-dateline: آمستردام xyxy=(246,700,311,717)
news-item-paragraph: برن — چنین گمان میرود که (ولی لسنر) رفیق بریتانیا که بتازگی بسوی اتحاد اقتصادی جدید رفته است گفتگوهای مهمی با مقامات سوئیس انجام داده است. xyxy=(607,591,870,673)
news-text: خبرگزاری ایتالیا اطلاع میدهد که نمایندگان بازرگانی مجارستان و ایتالیا گفتگوهای خود را ادامه داده و بزودی قراردادی میان دو کشور امضا خواهد شد. xyxy=(607,1342,870,1422)
news-text: کشتی (دکس) ماموریت یافته است که از مسافران آمریکائی که در اروپا مانده اند پذیرائی کند. xyxy=(327,444,591,503)
news-item xyxy=(607,87,870,258)
separator-stars: *** xyxy=(166,581,193,595)
news-item-paragraph: هلسینکی — خبرگزاری ایتالیا اطلاع میدهد که هواپیماهای دشمن در فنلاند حمله کرده و نتایج جنگ بسود فنلاند بوده است. روسها در حمله اخیر خود تلفات سنگینی دادند و مقدار زیادی مهمات و اسلحه بجا گذاشتند. xyxy=(327,90,591,192)
news-item xyxy=(607,589,870,676)
news-text: روزنامه های ایتالیا کتاب زردی را که فرانسه منتشر ساخته است مورد بحث قرار داده اند. xyxy=(48,604,311,663)
news-item-paragraph: توکیو — امروز درباره ملاقات (سورا) وزیر امور خارجه ژاپن با سفیر کبیر آمریکا اطلاعاتی منتشر شد. در این ملاقات درباره روابط دو کشور و حل اختلافات گفتگو شد. xyxy=(327,657,591,739)
separator-stars: *** xyxy=(1284,1430,1311,1444)
newspaper-name: اطلاعات xyxy=(756,44,828,68)
separator-stars: *** xyxy=(725,687,752,701)
separator-stars: *** xyxy=(1005,248,1031,262)
news-text: وزیر بازرگانی ترکیه خبر داد که کشور ترکیه با کشورهای همسایه قراردادهای بازرگانی امضا خواهد کرد. xyxy=(607,849,870,908)
news-item xyxy=(328,537,591,624)
news-dateline: برن xyxy=(564,229,591,246)
news-text: محافل سیاسی آلمان امروز گفتند که هنوز خبری از وضع کشتی های آلمانی در دریا نرسیده است. xyxy=(327,1108,591,1167)
news-dateline: توتوس xyxy=(542,1278,591,1295)
news-text: بنا بخبریکه از جبهه رسیده است حمله زمستانی نیروی ژاپن با عدم موفقیت مواجه شده و عده ای از سربازان چینی ناچار به عقب نشینی شدند. سپاهیان ژاپن مواضع خود را مستحکم ساخته و برای حمله آینده آماده می شوند. بنا به آخرین خبرها (۷۳۰۰) کشته و زخمی در این نبرد ها بر جای مانده است. xyxy=(886,271,1150,416)
news-item xyxy=(48,772,311,859)
separator-stars: *** xyxy=(166,410,193,424)
news-item-paragraph: برلن — یکی از کارشناسان امور لشکری در خبرگزاری رسمی آلمان اظهار داشت که در روز آدینه هواپیماهای آلمانی بر فراز دریای شمال پرواز کرده و چند هواپیمای دشمن را سرنگون ساختند. در این نبرد هوائی هواپیماهای انگلیسی ناچار به عقب نشینی شدند و خسارات زیادی به آنها وارد آمد. هواپیماهای آلمانی پس از انجام ماموریت خود سالم به پایگاه های خود بازگشتند و هیچگونه آسیبی به آنها نرسید. xyxy=(1166,811,1429,999)
news-item-paragraph: میلان — بنا به اظهار خبرگزاری آلمان کمیسر ایتالیا برای امور بازرگانی به برلن رفته و درباره داد و ستد میان دو کشور با مقامات آلمانی گفتگو خواهد کرد. xyxy=(1166,1334,1429,1415)
separator-stars: *** xyxy=(446,1256,472,1270)
news-item xyxy=(887,685,1150,750)
news-item-paragraph: هلسینکی — مارشال (مانرهیم) فرمانده کل نیروی فنلاند پیامی به سپاهیان فرستاد و از دلاوری آنها قدردانی نمود. xyxy=(48,432,311,492)
